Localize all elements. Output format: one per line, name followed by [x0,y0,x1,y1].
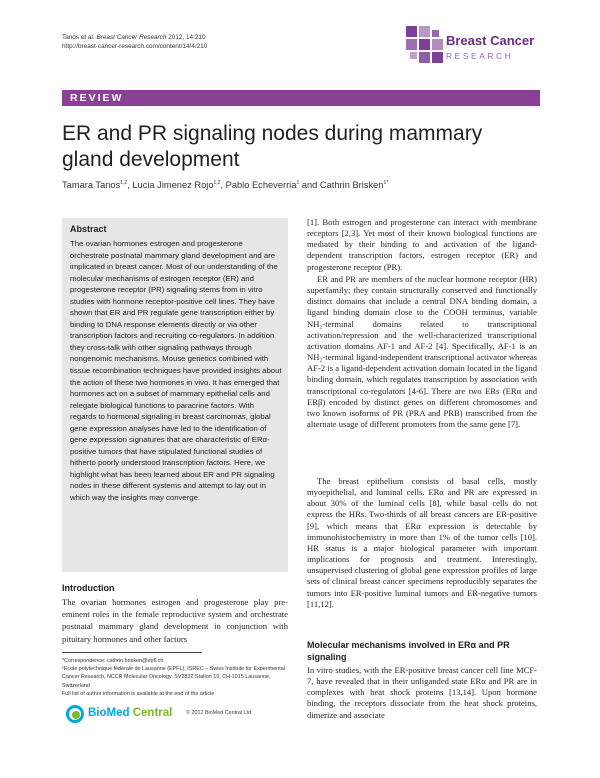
running-header [62,33,207,51]
body-paragraph: ER and PR are members of the nuclear hormone receptor (HR) superfamily; they contain structurally conserved and functionally distinct domains that include a central DNA binding domain, a ligand binding domain close to the COOH terminus, variable NH₂-terminal domains related to transcriptional activation/repression and the well-characterized transcriptional activation domains AF-1 and AF-2 [4]. Specifically, AF-1 is an NH₂-terminal ligand-independent transcriptional activator whereas AF-2 is a ligand-dependent activation domain located in the ligand binding domain, which regulates transcription by association with transcriptional co-regulators [4-6]. There are two ERs (ERα and ERβ) encoded by distinct genes on different chromosomes and two known isoforms of PR (PRA and PRB) transcribed from the alternate usage of different promoters from the same gene [7]. [307,274,537,430]
bcr-logo-icon [406,26,446,64]
correspondence-note[interactable]: *Correspondence: cathrin.brisken@epfl.ch [62,658,164,664]
section-heading: Molecular mechanisms involved in ERα and PR signaling [307,640,510,662]
author-list: Tamara Tanos$^{1,2}$, Lucia Jimenez Rojo$^{1,2}$, Pablo Echeverria$^1$ and Cathrin Brisken$^{1*}$ [62,180,389,191]
introduction-text: The ovarian hormones estrogen and progesterone play pre-eminent roles in the female reproductive system and orchestrate postnatal mammary gland development in conjunction with pituitary hormones and other factors [62,597,288,644]
abstract-box [62,218,288,572]
introduction-heading: Introduction [62,583,115,593]
logo-subtitle: RESEARCH [446,51,514,61]
journal-logo [406,24,546,68]
article-url[interactable]: http://breast-cancer-research.com/content/14/4/210 [62,43,208,50]
footnotes [62,657,288,698]
logo-title: Breast Cancer [446,33,535,48]
body-paragraph: [1]. Both estrogen and progesterone can interact with membrane receptors [2,3]. Yet most of their known biological functions are mediated by their binding to and activation of the ligand-dependent transcription factors, estrogen receptor (ER) and progesterone receptor (PR). [307,217,537,272]
abstract-heading: Abstract [70,224,107,234]
author[interactable]: Cathrin Brisken$^{1*}$ [319,180,389,191]
article-type-label: REVIEW [70,92,124,104]
footnote-divider [62,652,202,653]
affiliation-note: ¹Ecole polytechnique fédérale de Lausanne (EPFL), ISREC – Swiss Institute for Experimental Cancer Research, NCCR Molecular Oncology, SV2832 Station 19, CH-1015 Lausanne, Switzerland [62,666,285,689]
author-info-note: Full list of author information is available at the end of the article [62,690,215,697]
article-title: ER and PR signaling nodes during mammary gland development [62,122,483,171]
citation-line: Tanos et al. Breast Cancer Research 2012, 14:210 [62,34,206,41]
copyright-notice: © 2012 BioMed Central Ltd [186,710,252,716]
article-type-band [62,90,540,106]
author[interactable]: Lucia Jimenez Rojo$^{1,2}$ [132,180,221,191]
body-paragraph: The breast epithelium consists of basal cells, mostly myoepithelial, and luminal cells. ERα and PR are expressed in about 30% of the luminal cells [8], while basal cells do not express the HRs. Two-thirds of all breast cancers are ER-positive [9], which means that ERα expression is detectable by immunohistochemistry in more than 1% of the tumor cells [10]. HR status is a major biological parameter with important implications for prognosis and treatment. Interestingly, unsupervised clustering of global gene expression profiles of large sets of clinical breast cancer specimens reproducibly separates the tumors into ER-positive luminal tumors and ER-negative tumors [11,12]. [307,476,537,609]
body-paragraph: In vitro studies, with the ER-positive breast cancer cell line MCF-7, have revealed that in their unliganded state ERα and PR are in complexes with heat shock proteins [13,14]. Upon hormone binding, the receptors dissociate from the heat shock proteins, dimerize and associate [307,665,537,720]
author[interactable]: Pablo Echeverria$^1$ [225,180,300,191]
biomed-central-logo [66,705,186,727]
author[interactable]: Tamara Tanos$^{1,2}$ [62,180,128,191]
abstract-text: The ovarian hormones estrogen and progesterone orchestrate postnatal mammary gland development and are implicated in breast cancer. Most of our understanding of the molecular mechanisms of estrogen receptor (ER) and progesterone receptor (PR) signaling stems from in vitro studies with hormone receptor-positive cell lines. They have shown that ER and PR regulate gene transcription either by binding to DNA response elements directly or via other transcription factors and recruiting co-regulators. In addition they cross-talk with other signaling pathways through nongenomic mechanisms. Mouse genetics combined with tissue recombination techniques have provided insights about the action of these two hormones in vivo. It has emerged that hormones act on a subset of mammary epithelial cells and relegate biological functions to paracrine factors. With regards to hormonal signaling in breast carcinomas, global gene expression analyses have led to the identification of gene expression signatures that are characteristic of ERα-positive tumors that have stipulated functional studies of hitherto poorly understood transcription factors. Here, we highlight what has been learned about ER and PR signaling nodes in these different systems and attempt to lay out in which way the insights may converge. [70,239,282,503]
publisher-name: BioMed Central [88,707,173,719]
